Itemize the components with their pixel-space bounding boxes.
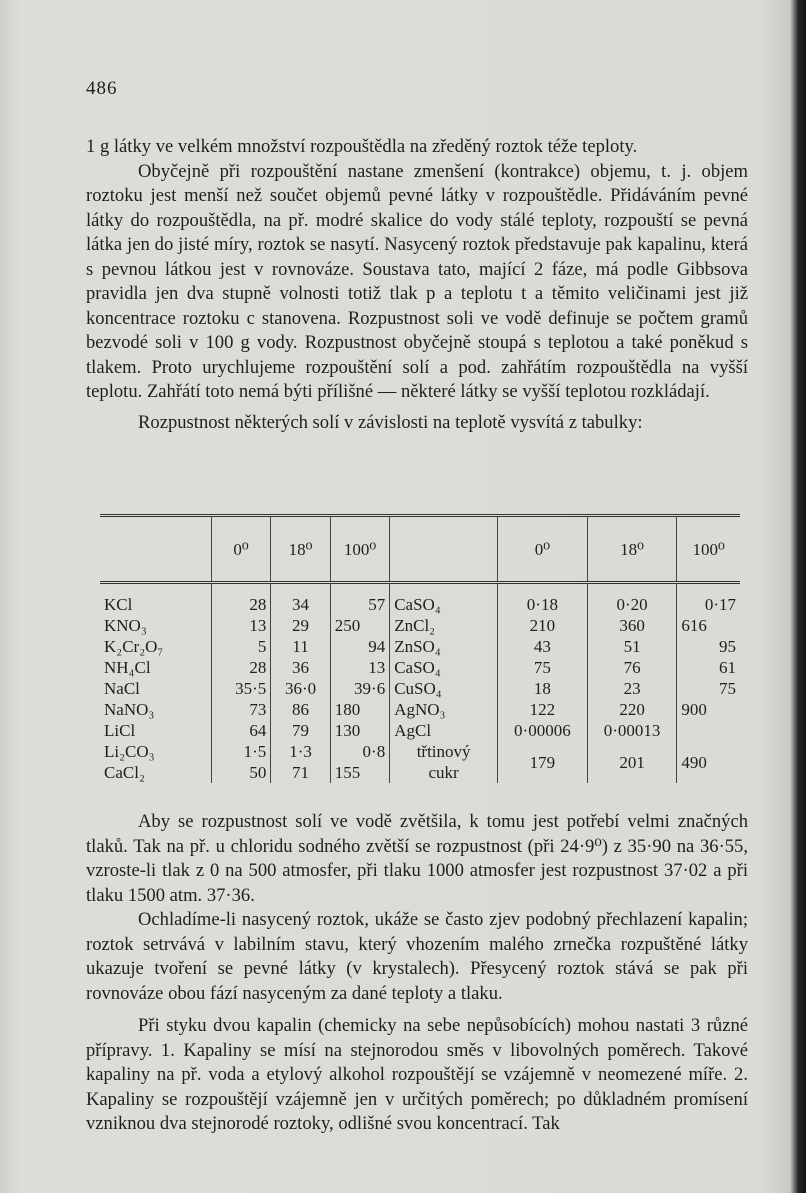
value-cell: 122: [498, 699, 588, 720]
cukr-line2: cukr: [428, 763, 459, 782]
value-cell: 28: [211, 583, 270, 616]
salt-name: CaSO₄: [390, 657, 498, 678]
value-cell: 75: [498, 657, 588, 678]
value-cell: 616: [677, 615, 740, 636]
table-row: [100, 615, 740, 636]
table-row: [100, 720, 740, 741]
value-cell: 0·8: [330, 741, 389, 762]
value-cell: 23: [587, 678, 677, 699]
header-cell: 100⁰: [330, 516, 389, 583]
value-cell: 0·00006: [498, 720, 588, 741]
value-cell: 86: [271, 699, 330, 720]
value-cell: 57: [330, 583, 389, 616]
value-cell: 36·0: [271, 678, 330, 699]
salt-name: KNO₃: [104, 616, 147, 635]
value-cell: 210: [498, 615, 588, 636]
table-caption: Rozpustnost některých solí v závislosti na teplotě vysvítá z tabulky:: [138, 411, 643, 433]
salt-name: CuSO₄: [390, 678, 498, 699]
value-cell: 79: [271, 720, 330, 741]
table-row: [100, 678, 740, 699]
paragraph-liquids: Při styku dvou kapalin (chemicky na sebe nepůsobících) mohou nastati 3 různé přípravy. 1. Kapaliny se mísí na stejnorodou směs v libovolných poměrech. Takové kapaliny na př. voda a etylový alkohol rozpouštějí se vzájemně v neomezené míře. 2. Kapaliny se rozpouštějí vzájemně jen v určitých poměrech; po důkladném promísení vzniknou dva stejnorodé roztoky, odlišné svou koncentrací. Tak: [86, 1015, 748, 1134]
text-block-bottom: [86, 810, 748, 1137]
value-cell: 11: [271, 636, 330, 657]
value-cell: 51: [587, 636, 677, 657]
paragraph-supersaturation: Ochladíme-li nasycený roztok, ukáže se často zjev podobný přechlazení kapalin; roztok setrvává v labilním stavu, který vhozením malého zrnečka rozpuštěné látky ukazuje tvoření se pevné látky (v krystalech). Přesycený roztok stává se pak při rovnováze obou fází nasyceným za dané teploty a tlaku.: [86, 909, 748, 1004]
value-cell: 39·6: [330, 678, 389, 699]
value-cell: 5: [211, 636, 270, 657]
salt-name: K₂Cr₂O₇: [104, 637, 164, 656]
value-cell: 95: [677, 636, 740, 657]
salt-name: NH₄Cl: [104, 658, 151, 677]
value-cell: 1·3: [271, 741, 330, 762]
table-row: [100, 699, 740, 720]
value-cell: 36: [271, 657, 330, 678]
value-cell: 220: [587, 699, 677, 720]
salt-name: CaSO₄: [390, 583, 498, 616]
header-cell: 0⁰: [498, 516, 588, 583]
value-cell: 130: [330, 720, 389, 741]
header-cell: 0⁰: [211, 516, 270, 583]
salt-name: KCl: [104, 595, 133, 614]
table-row: [100, 741, 740, 762]
value-cell: 0·00013: [587, 720, 677, 741]
value-cell: 179: [498, 741, 588, 783]
header-cell: 18⁰: [271, 516, 330, 583]
value-cell: 34: [271, 583, 330, 616]
table-row: [100, 657, 740, 678]
value-cell: 0·20: [587, 583, 677, 616]
salt-name: NaCl: [104, 679, 140, 698]
value-cell: 61: [677, 657, 740, 678]
value-cell: 28: [211, 657, 270, 678]
salt-name: Li₂CO₃: [104, 742, 155, 761]
value-cell: 29: [271, 615, 330, 636]
value-cell: 0·17: [677, 583, 740, 616]
salt-name: ZnSO₄: [390, 636, 498, 657]
value-cell: 1·5: [211, 741, 270, 762]
value-cell: 94: [330, 636, 389, 657]
cukr-cell: [390, 741, 498, 783]
header-cell: 100⁰: [677, 516, 740, 583]
header-cell: 18⁰: [587, 516, 677, 583]
value-cell: 13: [211, 615, 270, 636]
value-cell: 250: [330, 615, 389, 636]
value-cell: 180: [330, 699, 389, 720]
solubility-table: [100, 514, 740, 783]
value-cell: 76: [587, 657, 677, 678]
value-cell: 13: [330, 657, 389, 678]
value-cell: 75: [677, 678, 740, 699]
cukr-line1: třtinový: [416, 742, 471, 761]
value-cell: 64: [211, 720, 270, 741]
value-cell: 35·5: [211, 678, 270, 699]
salt-name: CaCl₂: [104, 763, 145, 782]
value-cell: 71: [271, 762, 330, 783]
table-header-row: [100, 516, 740, 583]
page-number: 486: [86, 78, 118, 99]
table-row: [100, 636, 740, 657]
value-cell: 50: [211, 762, 270, 783]
text-block-top: [86, 135, 748, 435]
value-cell: 155: [330, 762, 389, 783]
salt-name: ZnCl₂: [390, 615, 498, 636]
paragraph-continuation: 1 g látky ve velkém množství rozpouštědla na zředěný roztok téže teploty.: [86, 136, 638, 157]
table-row: [100, 583, 740, 616]
salt-name: AgNO₃: [390, 699, 498, 720]
salt-name: NaNO₃: [104, 700, 155, 719]
value-cell: 201: [587, 741, 677, 783]
value-cell: 900: [677, 699, 740, 720]
paragraph-dissolution: Obyčejně při rozpouštění nastane zmenšení (kontrakce) objemu, t. j. objem roztoku jest menší než součet objemů pevné látky v rozpouštědle. Přidáváním pevné látky do rozpouštědla, na př. modré skalice do vody stálé teploty, rozpouští se pevná látka jen do jisté míry, roztok se nasytí. Nasycený roztok představuje pak kapalinu, která s pevnou látkou jest v rovnováze. Soustava tato, mající 2 fáze, má podle Gibbsova pravidla jen dva stupně volnosti totiž tlak p a teplotu t a těmito veličinami jest již koncentrace roztoku c stanovena. Rozpustnost soli ve vodě definuje se počtem gramů bezvodé soli v 100 g vody. Rozpustnost obyčejně stoupá s teplotou a také poněkud s tlakem. Proto urychlujeme rozpouštění solí a pod. zahřátím rozpouštědla na vyšší teplotu. Zahřátí toto nemá býti přílišné — některé látky se vyšší teplotou rozkládají.: [86, 160, 748, 402]
value-cell: 490: [677, 741, 740, 783]
paragraph-pressure: Aby se rozpustnost solí ve vodě zvětšila, k tomu jest potřebí velmi značných tlaků. Tak na př. u chloridu sodného zvětší se rozpustnost (při 24·9⁰) z 35·90 na 36·55, vzroste-li tlak z 0 na 500 atmosfer, při tlaku 1000 atmosfer jest rozpustnost 37·02 a při tlaku 1500 atm. 37·36.: [86, 811, 748, 906]
salt-name: LiCl: [104, 721, 136, 740]
value-cell: [677, 720, 740, 741]
value-cell: 43: [498, 636, 588, 657]
value-cell: 360: [587, 615, 677, 636]
value-cell: 73: [211, 699, 270, 720]
value-cell: 0·18: [498, 583, 588, 616]
salt-name: AgCl: [390, 720, 498, 741]
value-cell: 18: [498, 678, 588, 699]
